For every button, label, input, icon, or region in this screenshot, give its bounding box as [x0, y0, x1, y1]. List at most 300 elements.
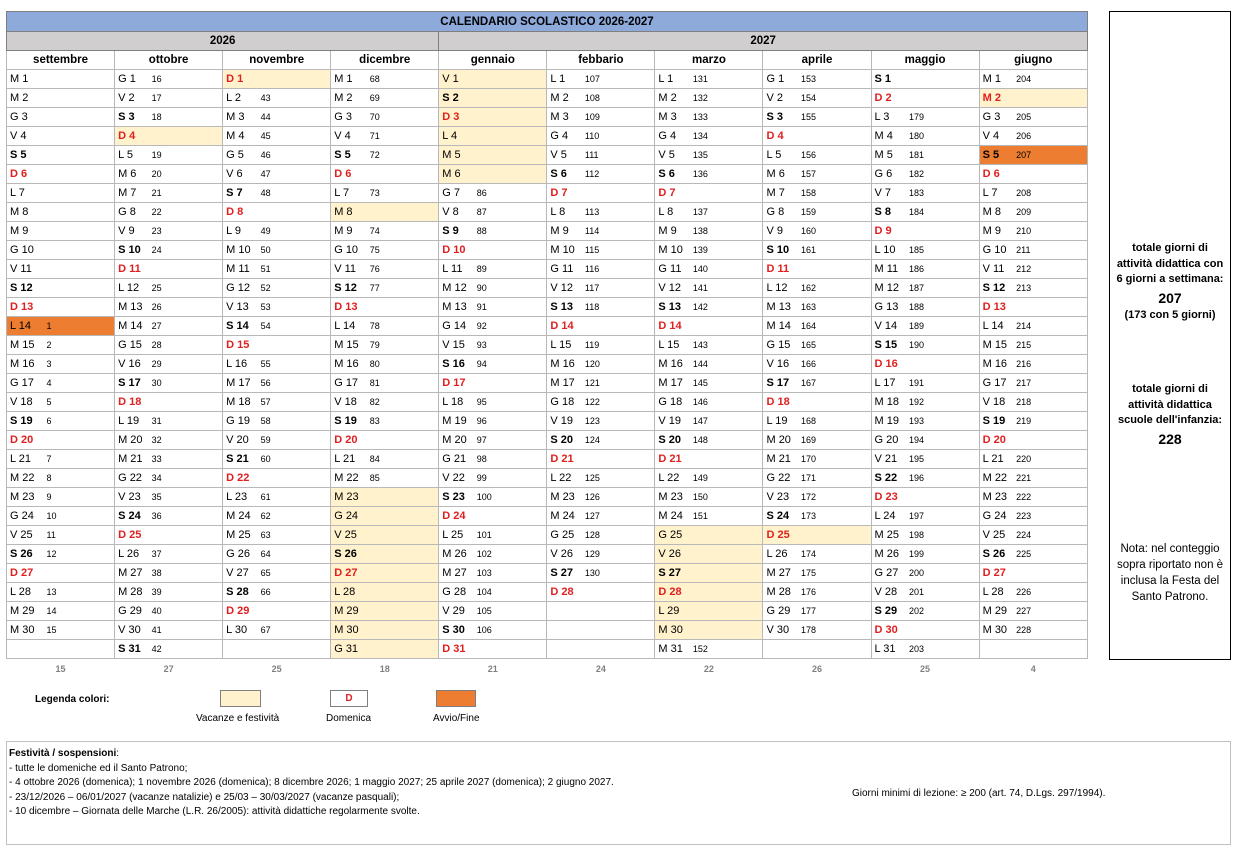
holiday-swatch: [220, 690, 261, 707]
lesson-count-cell: 47: [259, 165, 331, 184]
calendar-title: CALENDARIO SCOLASTICO 2026-2027: [7, 12, 1088, 32]
lesson-count-cell: 176: [799, 583, 871, 602]
lesson-count-cell: 185: [907, 241, 979, 260]
lesson-count-cell: 204: [1014, 70, 1087, 89]
day-cell: V 4: [331, 127, 368, 146]
lesson-count-cell: 222: [1014, 488, 1087, 507]
day-cell: L 19: [763, 412, 799, 431]
day-cell: L 1: [655, 70, 691, 89]
day-cell: M 9: [7, 222, 45, 241]
day-cell: S 26: [979, 545, 1014, 564]
empty-cell: [979, 640, 1014, 659]
day-cell: S 2: [439, 89, 475, 108]
day-cell: S 6: [547, 165, 583, 184]
day-cell: D 10: [439, 241, 475, 260]
day-cell: M 12: [871, 279, 907, 298]
lesson-count-cell: 129: [583, 545, 655, 564]
lesson-count-cell: 128: [583, 526, 655, 545]
day-cell: M 13: [439, 298, 475, 317]
lesson-count-cell: 126: [583, 488, 655, 507]
day-cell: S 29: [871, 602, 907, 621]
day-cell: L 22: [655, 469, 691, 488]
lesson-count-cell: 77: [368, 279, 439, 298]
lesson-count-cell: 89: [475, 260, 547, 279]
lesson-count-cell: 213: [1014, 279, 1087, 298]
lesson-count-cell: 163: [799, 298, 871, 317]
day-cell: S 27: [655, 564, 691, 583]
day-cell: M 24: [655, 507, 691, 526]
day-cell: V 11: [7, 260, 45, 279]
day-cell: S 23: [439, 488, 475, 507]
lesson-count-cell: 48: [259, 184, 331, 203]
lesson-count-cell: [368, 165, 439, 184]
day-cell: M 3: [547, 108, 583, 127]
lesson-count-cell: 120: [583, 355, 655, 374]
day-cell: G 14: [439, 317, 475, 336]
day-cell: G 17: [331, 374, 368, 393]
lesson-count-cell: 164: [799, 317, 871, 336]
day-cell: G 3: [979, 108, 1014, 127]
lesson-count-cell: 142: [691, 298, 763, 317]
day-cell: G 18: [655, 393, 691, 412]
day-row: [7, 583, 1088, 602]
lesson-count-cell: 81: [368, 374, 439, 393]
day-cell: D 18: [763, 393, 799, 412]
lesson-count-cell: [259, 203, 331, 222]
lesson-count-cell: 123: [583, 412, 655, 431]
day-cell: S 3: [115, 108, 150, 127]
lesson-count-cell: 17: [150, 89, 223, 108]
lesson-count-cell: 106: [475, 621, 547, 640]
day-cell: M 3: [223, 108, 259, 127]
lesson-count-cell: [691, 602, 763, 621]
day-cell: M 16: [655, 355, 691, 374]
day-cell: D 3: [439, 108, 475, 127]
day-cell: V 18: [331, 393, 368, 412]
day-cell: D 20: [7, 431, 45, 450]
day-cell: D 21: [547, 450, 583, 469]
lesson-count-cell: 6: [45, 412, 115, 431]
lesson-count-cell: 38: [150, 564, 223, 583]
day-cell: M 30: [7, 621, 45, 640]
day-cell: M 4: [871, 127, 907, 146]
lesson-count-cell: [475, 165, 547, 184]
lesson-count-cell: [799, 260, 871, 279]
day-cell: L 14: [979, 317, 1014, 336]
day-row: [7, 89, 1088, 108]
lesson-count-cell: [1014, 89, 1087, 108]
day-cell: M 2: [655, 89, 691, 108]
lesson-count-cell: [45, 89, 115, 108]
lesson-count-cell: [368, 602, 439, 621]
day-cell: D 9: [871, 222, 907, 241]
lesson-count-cell: 16: [150, 70, 223, 89]
day-cell: M 27: [763, 564, 799, 583]
month-header-marzo: marzo: [655, 51, 763, 70]
lesson-count-cell: 60: [259, 450, 331, 469]
lesson-count-cell: 27: [150, 317, 223, 336]
lesson-count-cell: 67: [259, 621, 331, 640]
lesson-count-cell: 70: [368, 108, 439, 127]
lesson-count-cell: 223: [1014, 507, 1087, 526]
month-header-novembre: novembre: [223, 51, 331, 70]
monthly-total: 4: [1030, 663, 1036, 674]
day-cell: D 27: [7, 564, 45, 583]
lesson-count-cell: [691, 564, 763, 583]
lesson-count-cell: 148: [691, 431, 763, 450]
day-cell: M 8: [7, 203, 45, 222]
lesson-count-cell: 224: [1014, 526, 1087, 545]
day-cell: M 16: [331, 355, 368, 374]
day-cell: M 1: [979, 70, 1014, 89]
lesson-count-cell: 134: [691, 127, 763, 146]
day-cell: M 27: [115, 564, 150, 583]
lesson-count-cell: 74: [368, 222, 439, 241]
summary-label-line: 6 giorni a settimana:: [1116, 273, 1224, 285]
lesson-count-cell: 197: [907, 507, 979, 526]
day-cell: S 16: [439, 355, 475, 374]
lesson-count-cell: 75: [368, 241, 439, 260]
lesson-count-cell: 113: [583, 203, 655, 222]
lesson-count-cell: 158: [799, 184, 871, 203]
empty-cell: [547, 640, 583, 659]
day-cell: G 24: [331, 507, 368, 526]
empty-cell: [7, 640, 45, 659]
lesson-count-cell: 79: [368, 336, 439, 355]
lesson-count-cell: 63: [259, 526, 331, 545]
day-cell: D 14: [547, 317, 583, 336]
month-header-settembre: settembre: [7, 51, 115, 70]
empty-cell: [259, 640, 331, 659]
day-cell: L 1: [547, 70, 583, 89]
day-cell: M 23: [979, 488, 1014, 507]
day-cell: V 1: [439, 70, 475, 89]
lesson-count-cell: [475, 374, 547, 393]
lesson-count-cell: 110: [583, 127, 655, 146]
lesson-count-cell: [368, 298, 439, 317]
note-line: Santo Patrono.: [1131, 591, 1209, 603]
day-row: [7, 70, 1088, 89]
day-cell: S 20: [547, 431, 583, 450]
day-cell: S 20: [655, 431, 691, 450]
day-cell: L 28: [7, 583, 45, 602]
lesson-count-cell: 179: [907, 108, 979, 127]
lesson-count-cell: [691, 526, 763, 545]
summary-label-line: totale giorni di: [1132, 242, 1208, 254]
lesson-count-cell: 43: [259, 89, 331, 108]
lesson-count-cell: 203: [907, 640, 979, 659]
day-cell: V 11: [331, 260, 368, 279]
day-cell: V 30: [115, 621, 150, 640]
day-cell: V 4: [7, 127, 45, 146]
day-cell: D 27: [331, 564, 368, 583]
day-cell: M 13: [763, 298, 799, 317]
school-calendar-table: [6, 11, 1088, 679]
day-cell: V 13: [223, 298, 259, 317]
lesson-count-cell: 101: [475, 526, 547, 545]
day-cell: M 13: [115, 298, 150, 317]
lesson-count-cell: [691, 621, 763, 640]
lesson-count-cell: 228: [1014, 621, 1087, 640]
lesson-count-cell: 88: [475, 222, 547, 241]
day-cell: G 15: [115, 336, 150, 355]
lesson-count-cell: 4: [45, 374, 115, 393]
day-cell: V 8: [439, 203, 475, 222]
lesson-count-cell: 121: [583, 374, 655, 393]
day-cell: G 8: [115, 203, 150, 222]
day-cell: V 28: [871, 583, 907, 602]
lesson-count-cell: 212: [1014, 260, 1087, 279]
lesson-count-cell: [1014, 165, 1087, 184]
day-cell: L 7: [331, 184, 368, 203]
day-row: [7, 127, 1088, 146]
lesson-count-cell: 19: [150, 146, 223, 165]
day-cell: D 1: [223, 70, 259, 89]
lesson-count-cell: [45, 108, 115, 127]
lesson-count-cell: 39: [150, 583, 223, 602]
holidays-notes-box: [6, 741, 1231, 845]
day-cell: V 2: [763, 89, 799, 108]
day-cell: L 8: [655, 203, 691, 222]
lesson-count-cell: 131: [691, 70, 763, 89]
day-cell: L 4: [439, 127, 475, 146]
day-cell: M 24: [223, 507, 259, 526]
day-row: [7, 469, 1088, 488]
lesson-count-cell: [45, 279, 115, 298]
day-cell: G 10: [7, 241, 45, 260]
day-cell: D 22: [223, 469, 259, 488]
day-cell: G 15: [763, 336, 799, 355]
lesson-count-cell: 215: [1014, 336, 1087, 355]
lesson-count-cell: [691, 545, 763, 564]
day-cell: L 16: [223, 355, 259, 374]
day-cell: V 20: [223, 431, 259, 450]
lesson-count-cell: 45: [259, 127, 331, 146]
day-cell: M 23: [7, 488, 45, 507]
day-cell: V 9: [115, 222, 150, 241]
lesson-count-cell: 177: [799, 602, 871, 621]
day-cell: G 3: [7, 108, 45, 127]
day-cell: D 25: [763, 526, 799, 545]
day-cell: M 11: [871, 260, 907, 279]
day-cell: M 23: [547, 488, 583, 507]
day-cell: L 8: [547, 203, 583, 222]
day-cell: V 26: [547, 545, 583, 564]
day-cell: S 13: [655, 298, 691, 317]
day-cell: M 18: [871, 393, 907, 412]
lesson-count-cell: 36: [150, 507, 223, 526]
day-cell: S 21: [223, 450, 259, 469]
day-cell: G 31: [331, 640, 368, 659]
lesson-count-cell: 225: [1014, 545, 1087, 564]
day-cell: D 7: [547, 184, 583, 203]
day-row: [7, 317, 1088, 336]
lesson-count-cell: [45, 203, 115, 222]
note-line: inclusa la Festa del: [1120, 575, 1220, 587]
lesson-count-cell: 132: [691, 89, 763, 108]
day-row: [7, 184, 1088, 203]
start-end-legend-label: Avvio/Fine: [433, 713, 480, 724]
lesson-count-cell: 42: [150, 640, 223, 659]
lesson-count-cell: 90: [475, 279, 547, 298]
lesson-count-cell: 167: [799, 374, 871, 393]
day-cell: D 2: [871, 89, 907, 108]
day-cell: G 12: [223, 279, 259, 298]
day-cell: G 17: [7, 374, 45, 393]
lesson-count-cell: 145: [691, 374, 763, 393]
day-row: [7, 412, 1088, 431]
lesson-count-cell: [583, 317, 655, 336]
lesson-count-cell: 119: [583, 336, 655, 355]
lesson-count-cell: [475, 70, 547, 89]
lesson-count-cell: [799, 526, 871, 545]
day-cell: V 23: [763, 488, 799, 507]
empty-cell: [583, 602, 655, 621]
lesson-count-cell: 122: [583, 393, 655, 412]
day-cell: M 9: [655, 222, 691, 241]
day-cell: G 22: [115, 469, 150, 488]
day-cell: M 18: [223, 393, 259, 412]
lesson-count-cell: 162: [799, 279, 871, 298]
day-cell: G 25: [547, 526, 583, 545]
day-cell: G 19: [223, 412, 259, 431]
day-cell: V 16: [763, 355, 799, 374]
day-cell: M 5: [871, 146, 907, 165]
day-cell: L 7: [979, 184, 1014, 203]
lesson-count-cell: 146: [691, 393, 763, 412]
lesson-count-cell: 56: [259, 374, 331, 393]
lesson-count-cell: 172: [799, 488, 871, 507]
lesson-count-cell: 111: [583, 146, 655, 165]
day-cell: M 20: [763, 431, 799, 450]
lesson-count-cell: 195: [907, 450, 979, 469]
lesson-count-cell: 55: [259, 355, 331, 374]
lesson-count-cell: 127: [583, 507, 655, 526]
day-cell: S 30: [439, 621, 475, 640]
day-cell: V 18: [979, 393, 1014, 412]
day-cell: G 5: [223, 146, 259, 165]
day-cell: L 21: [331, 450, 368, 469]
day-cell: G 20: [871, 431, 907, 450]
notes-title-line: [9, 747, 1230, 762]
lesson-count-cell: 94: [475, 355, 547, 374]
lesson-count-cell: 143: [691, 336, 763, 355]
lesson-count-cell: [45, 241, 115, 260]
day-cell: L 9: [223, 222, 259, 241]
day-cell: M 9: [547, 222, 583, 241]
day-cell: M 21: [763, 450, 799, 469]
lesson-count-cell: [150, 526, 223, 545]
lesson-count-cell: [907, 355, 979, 374]
lesson-count-cell: [45, 184, 115, 203]
day-cell: S 31: [115, 640, 150, 659]
day-cell: L 12: [115, 279, 150, 298]
lesson-count-cell: 193: [907, 412, 979, 431]
empty-cell: [763, 640, 799, 659]
lesson-count-cell: 37: [150, 545, 223, 564]
monthly-total: 15: [55, 663, 66, 674]
day-cell: M 22: [979, 469, 1014, 488]
monthly-total: 26: [811, 663, 822, 674]
lesson-count-cell: 173: [799, 507, 871, 526]
legend-title: Legenda colori:: [35, 694, 110, 705]
lesson-count-cell: [368, 545, 439, 564]
lesson-count-cell: [1014, 564, 1087, 583]
lesson-count-cell: 152: [691, 640, 763, 659]
day-cell: S 22: [871, 469, 907, 488]
monthly-total: 24: [595, 663, 606, 674]
day-cell: L 12: [763, 279, 799, 298]
lesson-count-cell: 86: [475, 184, 547, 203]
day-cell: M 4: [223, 127, 259, 146]
day-row: [7, 165, 1088, 184]
day-cell: D 13: [979, 298, 1014, 317]
lesson-count-cell: 117: [583, 279, 655, 298]
day-cell: M 28: [763, 583, 799, 602]
lesson-count-cell: 219: [1014, 412, 1087, 431]
lesson-count-cell: 28: [150, 336, 223, 355]
lesson-count-cell: 57: [259, 393, 331, 412]
day-cell: S 6: [655, 165, 691, 184]
lesson-count-cell: 3: [45, 355, 115, 374]
total-days-6-value: 207: [1158, 289, 1182, 306]
day-cell: M 22: [7, 469, 45, 488]
day-cell: S 13: [547, 298, 583, 317]
day-cell: D 6: [979, 165, 1014, 184]
day-row: [7, 260, 1088, 279]
lesson-count-cell: 178: [799, 621, 871, 640]
day-row: [7, 621, 1088, 640]
lesson-count-cell: 80: [368, 355, 439, 374]
lesson-count-cell: 97: [475, 431, 547, 450]
lesson-count-cell: 169: [799, 431, 871, 450]
month-header-maggio: maggio: [871, 51, 979, 70]
day-cell: S 24: [763, 507, 799, 526]
day-cell: V 12: [547, 279, 583, 298]
day-cell: S 12: [979, 279, 1014, 298]
lesson-count-cell: [368, 621, 439, 640]
day-cell: M 2: [979, 89, 1014, 108]
day-cell: D 23: [871, 488, 907, 507]
lesson-count-cell: 12: [45, 545, 115, 564]
lesson-count-cell: 82: [368, 393, 439, 412]
day-cell: L 19: [115, 412, 150, 431]
day-cell: M 17: [223, 374, 259, 393]
lesson-count-cell: [475, 127, 547, 146]
lesson-count-cell: [691, 184, 763, 203]
day-cell: G 1: [115, 70, 150, 89]
lesson-count-cell: 72: [368, 146, 439, 165]
day-cell: L 28: [331, 583, 368, 602]
lesson-count-cell: 102: [475, 545, 547, 564]
lesson-count-cell: 194: [907, 431, 979, 450]
monthly-total: 22: [703, 663, 714, 674]
day-cell: M 29: [331, 602, 368, 621]
lesson-count-cell: 20: [150, 165, 223, 184]
lesson-count-cell: 21: [150, 184, 223, 203]
lesson-count-cell: 78: [368, 317, 439, 336]
lesson-count-cell: [368, 431, 439, 450]
lesson-count-cell: 109: [583, 108, 655, 127]
day-cell: M 15: [7, 336, 45, 355]
day-cell: D 8: [223, 203, 259, 222]
lesson-count-cell: [907, 222, 979, 241]
lesson-count-cell: [368, 564, 439, 583]
month-header-row: [7, 51, 1088, 70]
day-cell: S 28: [223, 583, 259, 602]
day-cell: M 5: [439, 146, 475, 165]
day-cell: L 5: [115, 146, 150, 165]
